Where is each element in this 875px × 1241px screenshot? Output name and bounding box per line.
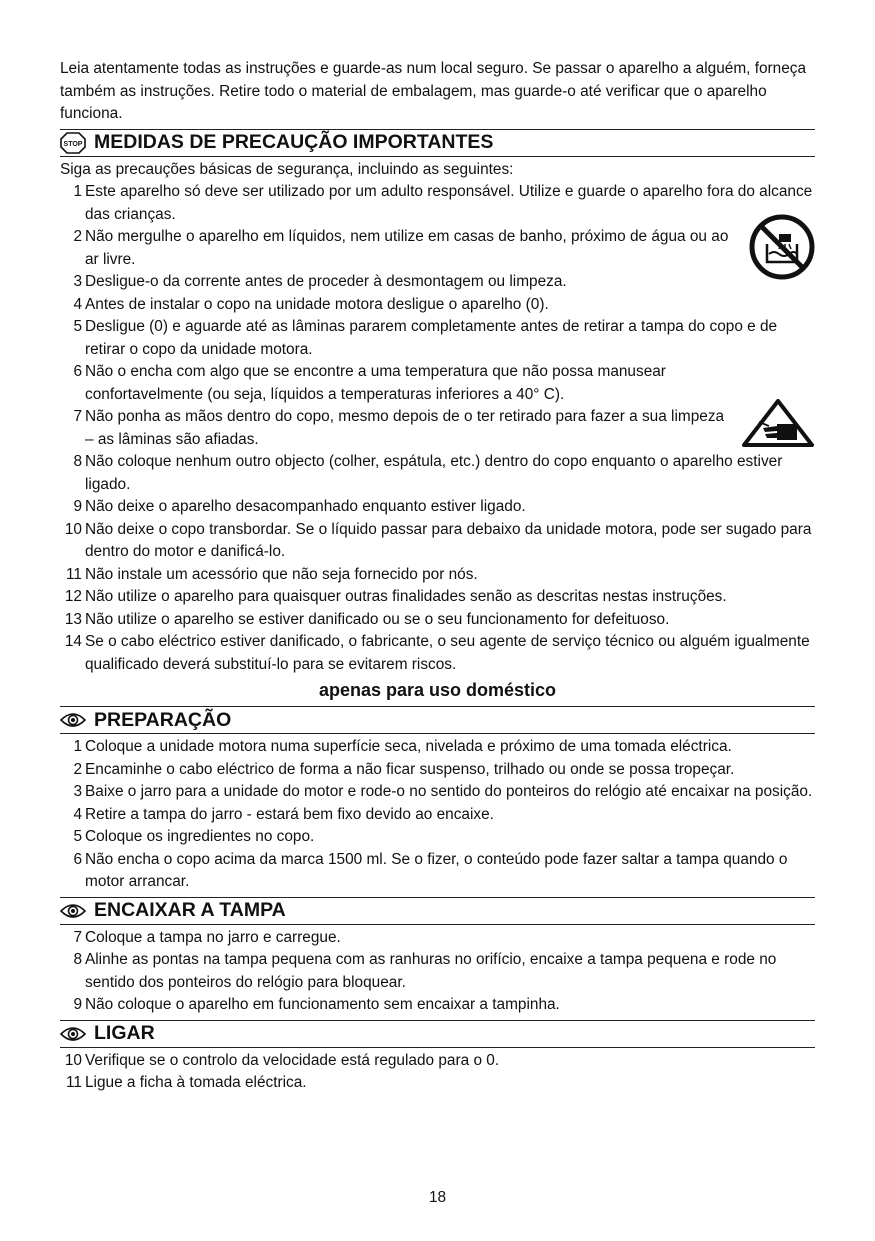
- list-item: 7 Coloque a tampa no jarro e carregue.: [73, 928, 341, 946]
- list-item: 8 Não coloque nenhum outro objecto (colher, espátula, etc.) dentro do copo enquanto o aparelho estiver ligado.: [73, 453, 783, 493]
- list-item: 8 Alinhe as pontas na tampa pequena com as ranhuras no orifício, encaixe a tampa pequena e rode no sentido dos ponteiros do relógio para bloquear.: [73, 951, 777, 991]
- domestic-use-note: apenas para uso doméstico: [318, 680, 557, 700]
- list-item: 9 Não coloque o aparelho em funcionamento sem encaixar a tampinha.: [73, 996, 560, 1013]
- no-water-immersion-icon: [749, 214, 815, 285]
- list-item: 2 Não mergulhe o aparelho em líquidos, nem utilize em casas de banho, próximo de água ou ao ar livre.: [73, 228, 729, 268]
- list-item: 1 Este aparelho só deve ser utilizado por um adulto responsável. Utilize e guarde o aparelho fora do alcance das crianças.: [73, 183, 813, 223]
- list-item: 4 Retire a tampa do jarro - estará bem fixo devido ao encaixe.: [73, 805, 494, 823]
- stop-sign-label: STOP: [63, 140, 83, 148]
- intro-paragraph: Leia atentamente todas as instruções e guarde-as num local seguro. Se passar o aparelho a alguém, forneça também as instruções. Retire todo o material de embalagem, mas guarde-o até verificar que o aparelho funciona.: [60, 60, 807, 122]
- page-number: 18: [428, 1189, 447, 1206]
- lid-title: ENCAIXAR A TAMPA: [94, 899, 286, 921]
- list-item: 11 Não instale um acessório que não seja fornecido por nós.: [66, 565, 478, 583]
- lid-list: [60, 927, 815, 1017]
- list-item: 9 Não deixe o aparelho desacompanhado enquanto estiver ligado.: [73, 498, 526, 515]
- eye-icon: [60, 902, 86, 920]
- precautions-lead: Siga as precauções básicas de segurança, incluindo as seguintes:: [60, 160, 514, 178]
- list-item: 3 Desligue-o da corrente antes de proceder à desmontagem ou limpeza.: [73, 273, 567, 290]
- list-item: 11 Ligue a ficha à tomada eléctrica.: [66, 1074, 307, 1091]
- list-item: 12 Não utilize o aparelho para quaisquer outras finalidades senão as descritas nestas instruções.: [64, 588, 727, 605]
- eye-icon: [60, 711, 86, 729]
- eye-icon: [60, 1025, 86, 1043]
- list-item: 10 Verifique se o controlo da velocidade está regulado para o 0.: [64, 1051, 500, 1069]
- list-item: 1 Coloque a unidade motora numa superfície seca, nivelada e próximo de uma tomada eléctrica.: [73, 738, 732, 755]
- list-item: 10 Não deixe o copo transbordar. Se o líquido passar para debaixo da unidade motora, pode ser sugado para dentro do motor e danificá-lo.: [64, 520, 812, 560]
- sharp-blades-warning-icon: [741, 398, 815, 453]
- preparation-list: [60, 736, 815, 894]
- list-item: 6 Não encha o copo acima da marca 1500 ml. Se o fizer, o conteúdo pode fazer saltar a tampa quando o motor arrancar.: [73, 850, 788, 890]
- list-item: 6 Não o encha com algo que se encontre a uma temperatura que não possa manusear confortavelmente (ou seja, líquidos a temperaturas inferiores a 40° C).: [73, 363, 666, 403]
- lid-heading: [60, 897, 815, 925]
- precautions-list: [60, 181, 815, 676]
- list-item: 2 Encaminhe o cabo eléctrico de forma a não ficar suspenso, trilhado ou onde se possa tropeçar.: [73, 760, 735, 778]
- list-item: 3 Baixe o jarro para a unidade do motor e rode-o no sentido do ponteiros do relógio até encaixar na posição.: [73, 783, 813, 800]
- list-item: 4 Antes de instalar o copo na unidade motora desligue o aparelho (0).: [73, 295, 549, 313]
- list-item: 13 Não utilize o aparelho se estiver danificado ou se o seu funcionamento for defeituoso.: [64, 610, 670, 628]
- stop-icon: [60, 132, 86, 154]
- manual-page: [60, 58, 815, 1095]
- list-item: 5 Coloque os ingredientes no copo.: [73, 828, 315, 845]
- list-item: 7 Não ponha as mãos dentro do copo, mesmo depois de o ter retirado para fazer a sua limpeza – as lâminas são afiadas.: [73, 408, 725, 448]
- switch-on-title: LIGAR: [94, 1022, 155, 1044]
- switch-on-list: [60, 1050, 815, 1095]
- list-item: 14 Se o cabo eléctrico estiver danificado, o fabricante, o seu agente de serviço técnico ou alguém igualmente qualificado deverá substituí-lo para se evitarem riscos.: [64, 633, 810, 673]
- precautions-title: MEDIDAS DE PRECAUÇÃO IMPORTANTES: [94, 131, 494, 153]
- switch-on-heading: [60, 1020, 815, 1048]
- preparation-title: PREPARAÇÃO: [94, 708, 232, 731]
- list-item: 5 Desligue (0) e aguarde até as lâminas pararem completamente antes de retirar a tampa do copo e de retirar o copo da unidade motora.: [73, 318, 778, 358]
- preparation-heading: [60, 706, 815, 734]
- precautions-heading: [60, 129, 815, 157]
